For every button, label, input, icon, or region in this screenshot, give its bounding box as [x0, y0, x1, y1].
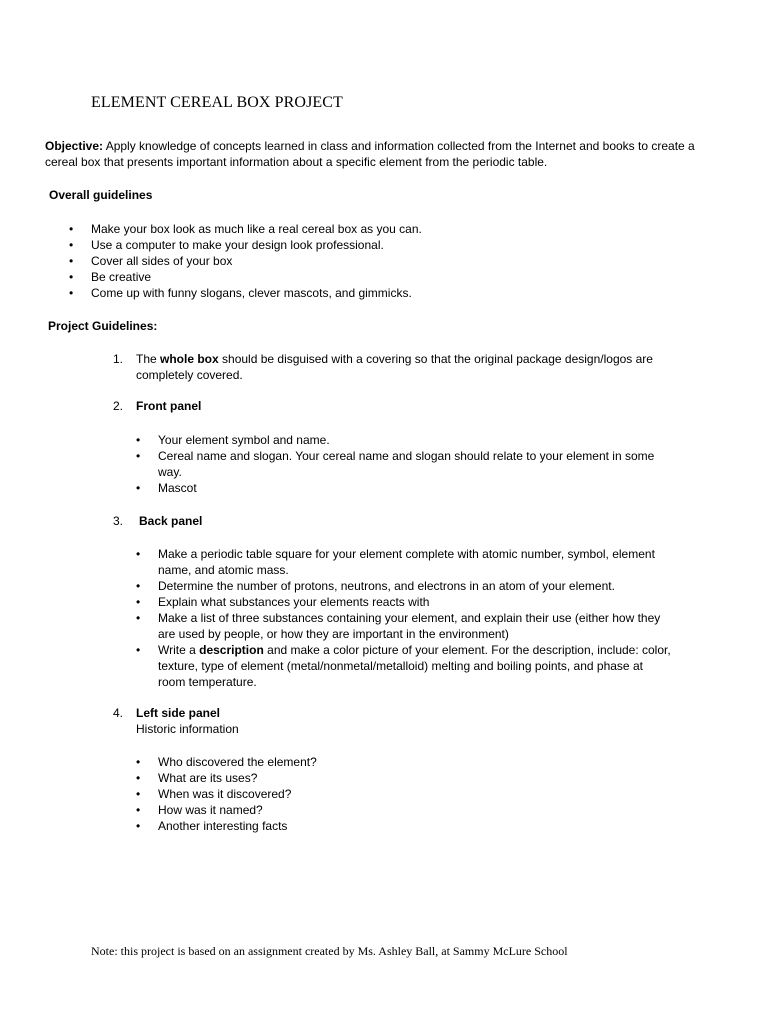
bullet: • — [136, 595, 141, 609]
bullet: • — [136, 819, 141, 833]
list-item: • Use a computer to make your design look professional. — [69, 238, 384, 252]
bullet: • — [69, 270, 74, 284]
bullet: • — [136, 611, 141, 625]
bullet: • — [136, 755, 141, 769]
list-item: • Another interesting facts — [136, 819, 288, 833]
list-item: • Come up with funny slogans, clever mascots, and gimmicks. — [69, 286, 412, 300]
project-item-1: 1. The whole box should be disguised with a covering so that the original package design/logos are completely covered. — [113, 352, 653, 382]
list-item: • Make a periodic table square for your element complete with atomic number, symbol, element name, and atomic mass. — [136, 547, 655, 577]
item-number: 1. — [113, 352, 124, 366]
front-panel-list — [136, 432, 668, 496]
list-item: • Determine the number of protons, neutrons, and electrons in an atom of your element. — [136, 579, 615, 593]
bullet: • — [136, 803, 141, 817]
page-title: ELEMENT CEREAL BOX PROJECT — [91, 94, 343, 111]
historic-info-label: Historic information — [136, 722, 239, 736]
bullet: • — [136, 481, 141, 495]
list-item: • Be creative — [69, 270, 152, 284]
item-number: 4. — [113, 706, 124, 720]
list-item: • Your element symbol and name. — [136, 433, 330, 447]
list-item: • How was it named? — [136, 803, 263, 817]
bullet: • — [69, 286, 74, 300]
bullet: • — [69, 238, 74, 252]
item-number: 2. — [113, 399, 124, 413]
list-item: • What are its uses? — [136, 771, 258, 785]
bullet: • — [136, 433, 141, 447]
left-side-panel-label: Left side panel — [136, 706, 221, 720]
project-item-4 — [113, 705, 239, 737]
list-item: • Cover all sides of your box — [69, 254, 233, 268]
bullet: • — [69, 254, 74, 268]
list-item: • Explain what substances your elements reacts with — [136, 595, 430, 609]
overall-guidelines-heading: Overall guidelines — [49, 188, 153, 202]
item-number: 3. — [113, 514, 124, 528]
list-item: • Mascot — [136, 481, 197, 495]
bullet: • — [136, 643, 141, 657]
bullet: • — [136, 547, 141, 561]
left-side-panel-list — [136, 754, 658, 834]
list-item: • Write a description and make a color picture of your element. For the description, include: color, texture, type of element (metal/nonmetal/metalloid) melting and boiling points, and phase at room temperature. — [136, 643, 671, 689]
list-item: • Who discovered the element? — [136, 755, 317, 769]
project-guidelines-heading: Project Guidelines: — [48, 319, 158, 333]
list-item: • Make a list of three substances containing your element, and explain their use (either how they are used by people, or how they are important in the environment) — [136, 611, 661, 641]
list-item: • Cereal name and slogan. Your cereal name and slogan should relate to your element in some way. — [136, 449, 655, 479]
project-item-3 — [113, 513, 203, 529]
back-panel-label: Back panel — [139, 514, 203, 528]
front-panel-label: Front panel — [136, 399, 202, 413]
list-item: • When was it discovered? — [136, 787, 292, 801]
bullet: • — [136, 579, 141, 593]
list-item: • Make your box look as much like a real cereal box as you can. — [69, 222, 422, 236]
objective-label: Objective: — [45, 139, 104, 153]
overall-guidelines-list — [69, 221, 691, 301]
footer-note: Note: this project is based on an assignment created by Ms. Ashley Ball, at Sammy McLure School — [91, 944, 568, 958]
bullet: • — [136, 787, 141, 801]
back-panel-list — [136, 546, 673, 690]
bullet: • — [136, 771, 141, 785]
project-item-2 — [113, 398, 202, 414]
bullet: • — [136, 449, 141, 463]
bullet: • — [69, 222, 74, 236]
objective-paragraph — [45, 138, 705, 170]
objective-text: Apply knowledge of concepts learned in class and information collected from the Internet and books to create a cereal box that presents important information about a specific element from the periodic table. — [45, 139, 695, 169]
